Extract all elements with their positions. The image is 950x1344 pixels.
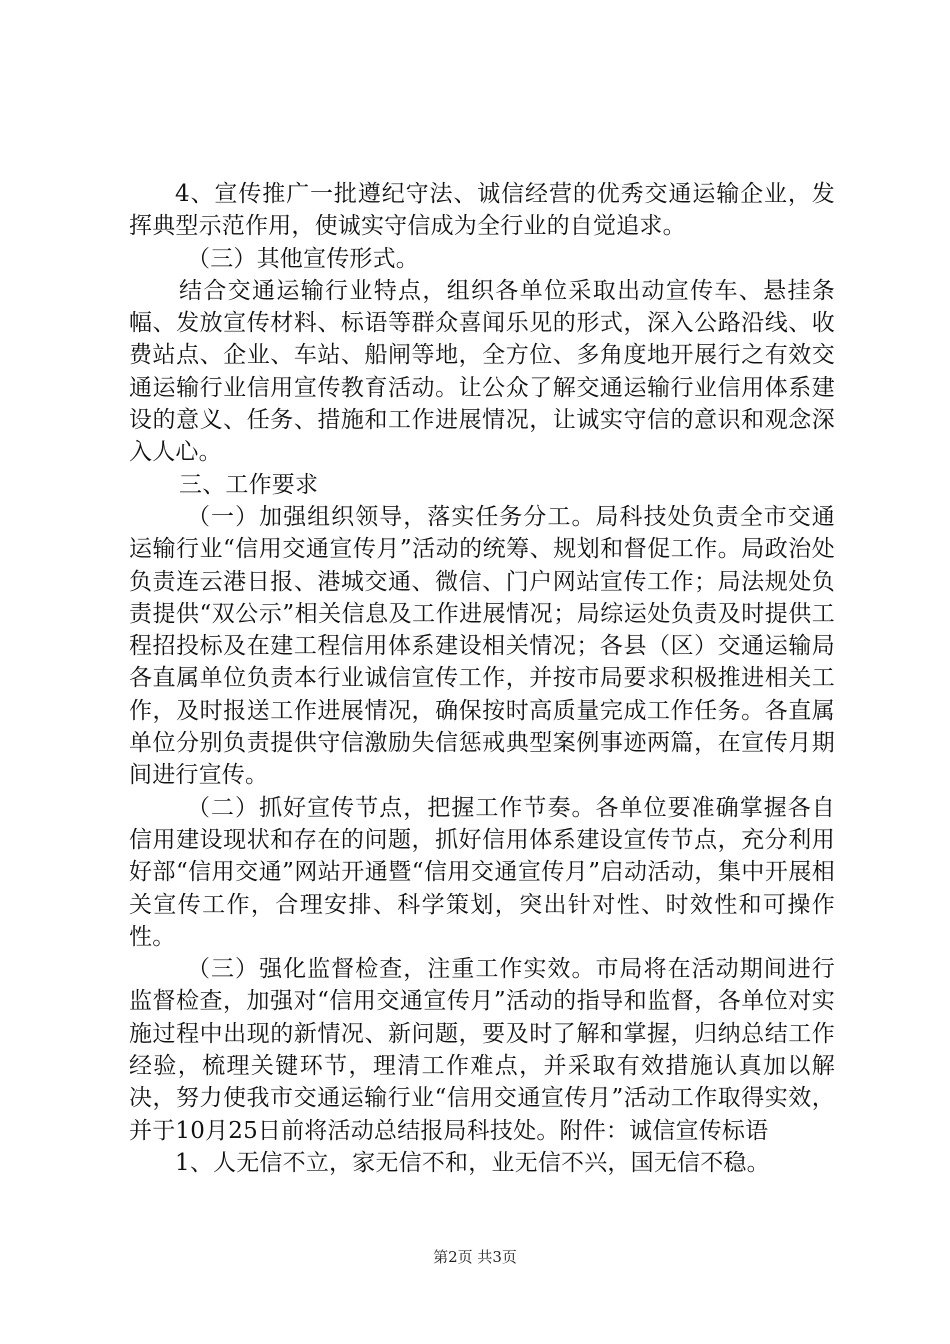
document-body	[129, 178, 835, 1179]
page-number-footer: 第2页 共3页	[433, 1248, 517, 1266]
paragraph-supervision-inspection: （三）强化监督检查，注重工作实效。市局将在活动期间进行监督检查，加强对“信用交通宣传月”活动的指导和监督，各单位对实施过程中出现的新情况、新问题，要及时了解和掌握，归纳总结工作经验，梳理关键环节，理清工作难点，并采取有效措施认真加以解决，努力使我市交通运输行业“信用交通宣传月”活动工作取得实效，并于10月25日前将活动总结报局科技处。附件：诚信宣传标语	[129, 956, 835, 1144]
section-heading-other-forms: （三）其他宣传形式。	[187, 245, 419, 272]
paragraph-enterprise-promotion: 4、宣传推广一批遵纪守法、诚信经营的优秀交通运输企业，发挥典型示范作用，使诚实守信成为全行业的自觉追求。	[129, 181, 835, 240]
section-heading-work-requirements: 三、工作要求	[179, 471, 319, 498]
slogan-item-1: 1、人无信不立，家无信不和，业无信不兴，国无信不稳。	[175, 1149, 770, 1176]
paragraph-organization-leadership: （一）加强组织领导，落实任务分工。局科技处负责全市交通运输行业“信用交通宣传月”活动的统筹、规划和督促工作。局政治处负责连云港日报、港城交通、微信、门户网站宣传工作；局法规处负责提供“双公示”相关信息及工作进展情况；局综运处负责及时提供工程招投标及在建工程信用体系建设相关情况；各县（区）交通运输局各直属单位负责本行业诚信宣传工作，并按市局要求积极推进相关工作，及时报送工作进展情况，确保按时高质量完成工作任务。各直属单位分别负责提供守信激励失信惩戒典型案例事迹两篇，在宣传月期间进行宣传。	[129, 503, 835, 789]
paragraph-other-forms: 结合交通运输行业特点，组织各单位采取出动宣传车、悬挂条幅、发放宣传材料、标语等群众喜闻乐见的形式，深入公路沿线、收费站点、企业、车站、船闸等地，全方位、多角度地开展行之有效交通运输行业信用宣传教育活动。让公众了解交通运输行业信用体系建设的意义、任务、措施和工作进展情况，让诚实守信的意识和观念深入人心。	[129, 277, 835, 466]
paragraph-publicity-nodes: （二）抓好宣传节点，把握工作节奏。各单位要准确掌握各自信用建设现状和存在的问题，抓好信用体系建设宣传节点，充分利用好部“信用交通”网站开通暨“信用交通宣传月”启动活动，集中开展相关宣传工作，合理安排、科学策划，突出针对性、时效性和可操作性。	[129, 794, 835, 950]
